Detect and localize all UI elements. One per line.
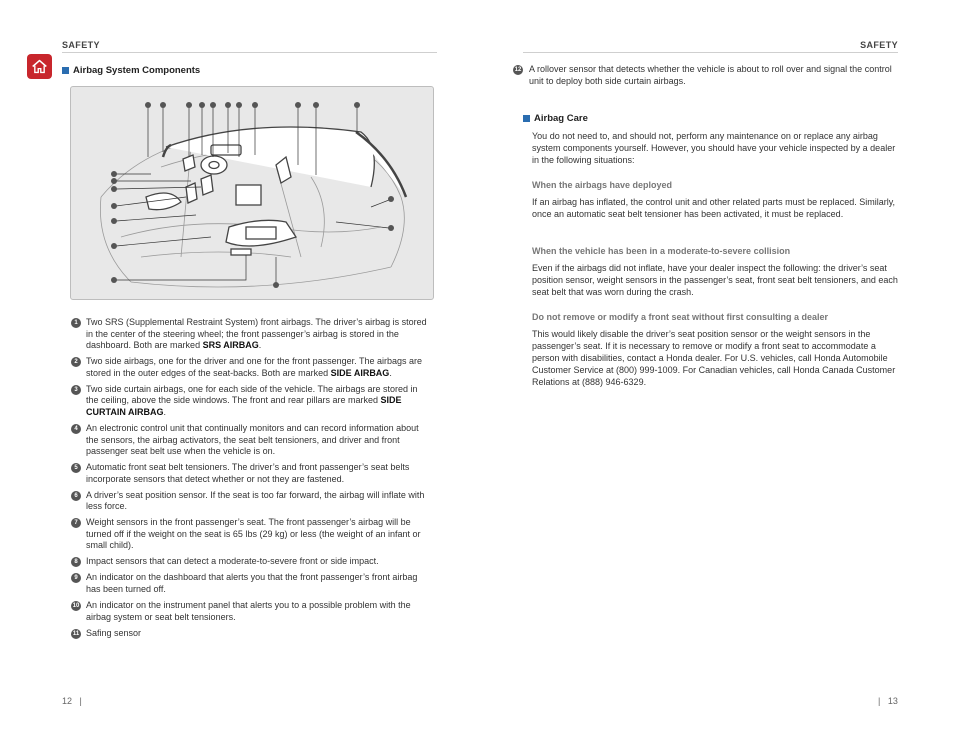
section-marker [523,115,530,122]
number-badge: 9 [71,573,81,583]
number-badge: 1 [71,318,81,328]
list-item: 5 Automatic front seat belt tensioners. The driver’s and front passenger’s seat belts incorporate sensors that detect whether or not they are fastened. [71,462,431,485]
home-icon [31,58,48,75]
list-item: 8 Impact sensors that can detect a moderate-to-severe front or side impact. [71,556,431,568]
list-item: 4 An electronic control unit that continually monitors and can record information about the sensors, the airbag activators, the seat belt tensioners, and driver and front passenger seat belt use when the vehicle is on. [71,423,431,458]
list-item: 10 An indicator on the instrument panel that alerts you to a possible problem with the airbag system or seat belt tensioners. [72,599,411,622]
page-number-right: | 13 [878,696,898,706]
airbag-diagram [70,86,434,300]
subheading-front-seat: Do not remove or modify a front seat without first consulting a dealer [532,312,829,322]
subheading-collision: When the vehicle has been in a moderate-to-severe collision [532,246,791,256]
list-item: 2 Two side airbags, one for the driver and one for the front passenger. The airbags are stored in the outer edges of the seat-backs. Both are marked SIDE AIRBAG. [71,356,431,379]
page-number-left: 12 | [62,696,82,706]
right-header-rule [523,52,898,53]
paragraph-front-seat: This would likely disable the driver’s seat position sensor or the weight sensors in the passenger’s seat. If it is necessary to remove or modify a front seat to accommodate a person with disabilities, contact a Honda dealer. For U.S. vehicles, call Honda Automobile Customer Service at (800) 999-1009. For Canadian vehicles, call Honda Canada Customer Relations at (888) 946-6329. [532,329,896,387]
list-item: 3 Two side curtain airbags, one for each side of the vehicle. The airbags are stored in the ceiling, above the side windows. The front and rear pillars are marked SIDE CURTAIN AIRBAG. [71,384,431,419]
component-list [71,317,431,644]
section-title-airbag-care [523,113,588,124]
care-intro: You do not need to, and should not, perform any maintenance on or replace any airbag system components yourself. However, you should have your vehicle inspected by a dealer in the following situations: [532,131,896,165]
list-item: 1 Two SRS (Supplemental Restraint System) front airbags. The driver’s airbag is stored in the center of the steering wheel; the front passenger’s airbag is stored in the dashboard. Both are marked SRS AIRBAG. [71,317,431,352]
list-item: 6 A driver’s seat position sensor. If the seat is too far forward, the airbag will inflate with less force. [71,490,431,513]
number-badge: 11 [72,630,80,637]
left-header: SAFETY [62,40,100,50]
number-badge: 5 [71,463,81,473]
number-badge: 4 [71,424,81,434]
list-item: 7 Weight sensors in the front passenger’s seat. The front passenger’s airbag will be turned off if the weight on the seat is 65 lbs (29 kg) or less (the weight of an infant or small child). [71,517,431,552]
paragraph-deployed: If an airbag has inflated, the control unit and other related parts must be replaced. Similarly, once an automatic seat belt tensioner has been activated, it must be replaced. [532,197,896,219]
left-header-rule [62,52,437,53]
list-item-12: 12 A rollover sensor that detects whether the vehicle is about to roll over and signal the control unit to deploy both side curtain airbags. [514,64,892,86]
right-header: SAFETY [860,40,898,50]
home-button[interactable] [27,54,52,79]
section-marker [62,67,69,74]
number-badge: 7 [71,518,81,528]
list-item: 11 Safing sensor [72,627,142,638]
list-item: 9 An indicator on the dashboard that alerts you that the front passenger’s front airbag has been turned off. [71,572,431,595]
number-badge: 2 [71,357,81,367]
section-title-text: Airbag Care [534,113,588,124]
number-badge: 12 [514,67,522,73]
car-illustration [71,87,434,300]
subheading-deployed: When the airbags have deployed [532,180,673,190]
number-badge: 3 [71,385,81,395]
number-badge: 10 [72,602,80,609]
number-badge: 8 [71,557,81,567]
section-title-airbag-components [62,65,200,76]
paragraph-collision: Even if the airbags did not inflate, have your dealer inspect the following: the driver’s seat position sensor, weight sensors in the passenger’s seat, front seat belt tensioners, and each seat belt that was worn during the crash. [532,263,898,297]
number-badge: 6 [71,491,81,501]
section-title-text: Airbag System Components [73,65,201,76]
